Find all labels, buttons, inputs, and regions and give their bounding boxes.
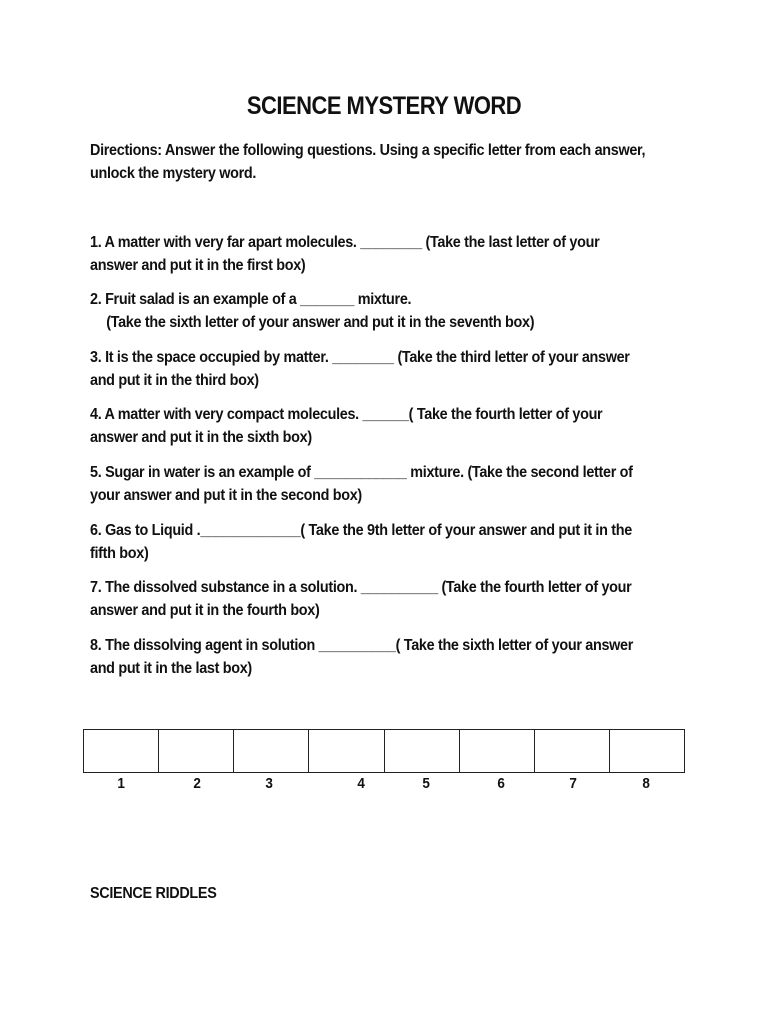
question-5-line-1: 5. Sugar in water is an example of ____________ mixture. (Take the second letter of: [90, 464, 633, 481]
question-3: [90, 347, 684, 392]
question-4-line-1: 4. A matter with very compact molecules. ______( Take the fourth letter of your: [90, 406, 603, 423]
question-4: [90, 404, 684, 449]
box-number-5: 5: [422, 775, 430, 792]
question-1-line-1: 1. A matter with very far apart molecules. ________ (Take the last letter of your: [90, 234, 600, 251]
letter-box-1[interactable]: [84, 730, 159, 772]
box-number-4: 4: [357, 775, 365, 792]
letter-box-3[interactable]: [234, 730, 309, 772]
question-2-line-1: 2. Fruit salad is an example of a _______ mixture.: [90, 291, 412, 308]
letter-box-6[interactable]: [460, 730, 535, 772]
letter-box-8[interactable]: [610, 730, 684, 772]
box-number-6: 6: [497, 775, 505, 792]
question-1: [90, 232, 684, 277]
letter-box-7[interactable]: [535, 730, 610, 772]
question-7-line-1: 7. The dissolved substance in a solution. __________ (Take the fourth letter of your: [90, 579, 632, 596]
question-8: [90, 635, 684, 680]
question-8-line-1: 8. The dissolving agent in solution __________( Take the sixth letter of your answer: [90, 637, 634, 654]
letter-box-5[interactable]: [385, 730, 460, 772]
question-5-line-2: your answer and put it in the second box): [90, 486, 362, 504]
box-number-8: 8: [642, 775, 650, 792]
question-1-line-2: answer and put it in the first box): [90, 256, 306, 274]
question-5: [90, 462, 684, 507]
box-number-3: 3: [265, 775, 273, 792]
question-3-line-1: 3. It is the space occupied by matter. ________ (Take the third letter of your answer: [90, 349, 630, 366]
directions-text: Directions: Answer the following questions. Using a specific letter from each answer, unlock the mystery word.: [90, 142, 646, 182]
question-6-line-1: 6. Gas to Liquid ._____________( Take the 9th letter of your answer and put it in the: [90, 522, 632, 539]
letter-box-2[interactable]: [159, 730, 234, 772]
riddles-heading: SCIENCE RIDDLES: [90, 885, 217, 902]
mystery-word-boxes: [83, 729, 685, 773]
question-6: [90, 520, 684, 565]
box-number-1: 1: [117, 775, 125, 792]
question-3-line-2: and put it in the third box): [90, 371, 259, 389]
box-number-2: 2: [193, 775, 201, 792]
question-2: [90, 289, 684, 334]
question-7: [90, 577, 684, 622]
letter-box-4[interactable]: [309, 730, 384, 772]
box-number-7: 7: [569, 775, 577, 792]
page-title: SCIENCE MYSTERY WORD: [246, 92, 522, 120]
question-2-line-2: (Take the sixth letter of your answer and put it in the seventh box): [106, 313, 535, 331]
question-8-line-2: and put it in the last box): [90, 659, 252, 677]
question-4-line-2: answer and put it in the sixth box): [90, 428, 312, 446]
question-7-line-2: answer and put it in the fourth box): [90, 601, 320, 619]
question-6-line-2: fifth box): [90, 544, 149, 562]
